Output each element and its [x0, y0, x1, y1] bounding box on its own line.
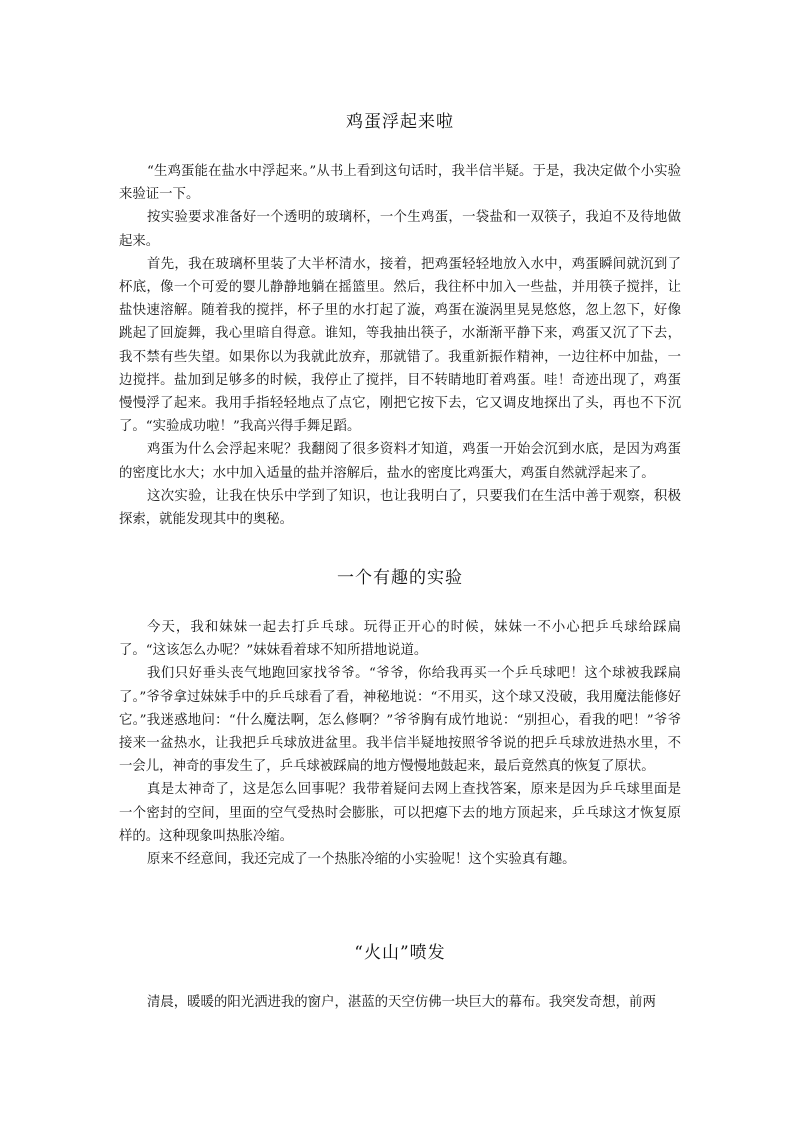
essay-paragraph: 鸡蛋为什么会浮起来呢？我翻阅了很多资料才知道，鸡蛋一开始会沉到水底，是因为鸡蛋的密度比水大；水中加入适量的盐并溶解后，盐水的密度比鸡蛋大，鸡蛋自然就浮起来了。 [119, 442, 681, 481]
essay-paragraph: 这次实验，让我在快乐中学到了知识，也让我明白了，只要我们在生活中善于观察，积极探索，就能发现其中的奥秘。 [119, 488, 681, 528]
essay-paragraph: “生鸡蛋能在盐水中浮起来。”从书上看到这句话时，我半信半疑。于是，我决定做个小实验来验证一下。 [119, 164, 681, 203]
essay-paragraph: 我们只好垂头丧气地跑回家找爷爷。“爷爷，你给我再买一个乒乓球吧！这个球被我踩扁了。”爷爷拿过妹妹手中的乒乓球看了看，神秘地说：“不用买，这个球又没破，我用魔法能修好它。”我迷惑地问：“什么魔法啊，怎么修啊？”爷爷胸有成竹地说：“别担心，看我的吧！”爷爷接来一盆热水，让我把乒乓球放进盆里。我半信半疑地按照爷爷说的把乒乓球放进热水里，不一会儿，神奇的事发生了，乒乓球被踩扁的地方慢慢地鼓起来，最后竟然真的恢复了原状。 [119, 666, 681, 775]
essay-paragraph: 今天，我和妹妹一起去打乒乓球。玩得正开心的时候，妹妹一不小心把乒乓球给踩扁了。“这该怎么办呢？”妹妹看着球不知所措地说道。 [119, 620, 681, 659]
essay-title: 一个有趣的实验 [337, 568, 463, 588]
essay-title: 鸡蛋浮起来啦 [346, 112, 454, 132]
essay-title: “火山”喷发 [354, 943, 446, 963]
essay-paragraph: 按实验要求准备好一个透明的玻璃杯，一个生鸡蛋，一袋盐和一双筷子，我迫不及待地做起来。 [119, 210, 681, 249]
essay-pingpong-experiment [119, 563, 681, 871]
essay-paragraph: 原来不经意间，我还完成了一个热胀冷缩的小实验呢！这个实验真有趣。 [147, 852, 576, 868]
essay-egg-floating [119, 107, 681, 531]
essay-paragraph: 首先，我在玻璃杯里装了大半杯清水，接着，把鸡蛋轻轻地放入水中，鸡蛋瞬间就沉到了杯底，像一个可爱的婴儿静静地躺在摇篮里。然后，我往杯中加入一些盐，并用筷子搅拌，让盐快速溶解。随着我的搅拌，杯子里的水打起了漩，鸡蛋在漩涡里晃晃悠悠，忽上忽下，好像跳起了回旋舞，我心里暗自得意。谁知，等我抽出筷子，水渐渐平静下来，鸡蛋又沉了下去，我不禁有些失望。如果你以为我就此放弃，那就错了。我重新振作精神，一边往杯中加盐，一边搅拌。盐加到足够多的时候，我停止了搅拌，目不转睛地盯着鸡蛋。哇！奇迹出现了，鸡蛋慢慢浮了起来。我用手指轻轻地点了点它，刚把它按下去，它又调皮地探出了头，再也不下沉了。“实验成功啦！”我高兴得手舞足蹈。 [119, 256, 681, 435]
essay-paragraph: 真是太神奇了，这是怎么回事呢？我带着疑问去网上查找答案，原来是因为乒乓球里面是一个密封的空间，里面的空气受热时会膨胀，可以把瘪下去的地方顶起来，乒乓球这才恢复原样的。这种现象叫热胀冷缩。 [119, 782, 681, 844]
essay-volcano [119, 938, 681, 1014]
essay-paragraph: 清晨，暖暖的阳光洒进我的窗户，湛蓝的天空仿佛一块巨大的幕布。我突发奇想，前两 [147, 995, 656, 1010]
